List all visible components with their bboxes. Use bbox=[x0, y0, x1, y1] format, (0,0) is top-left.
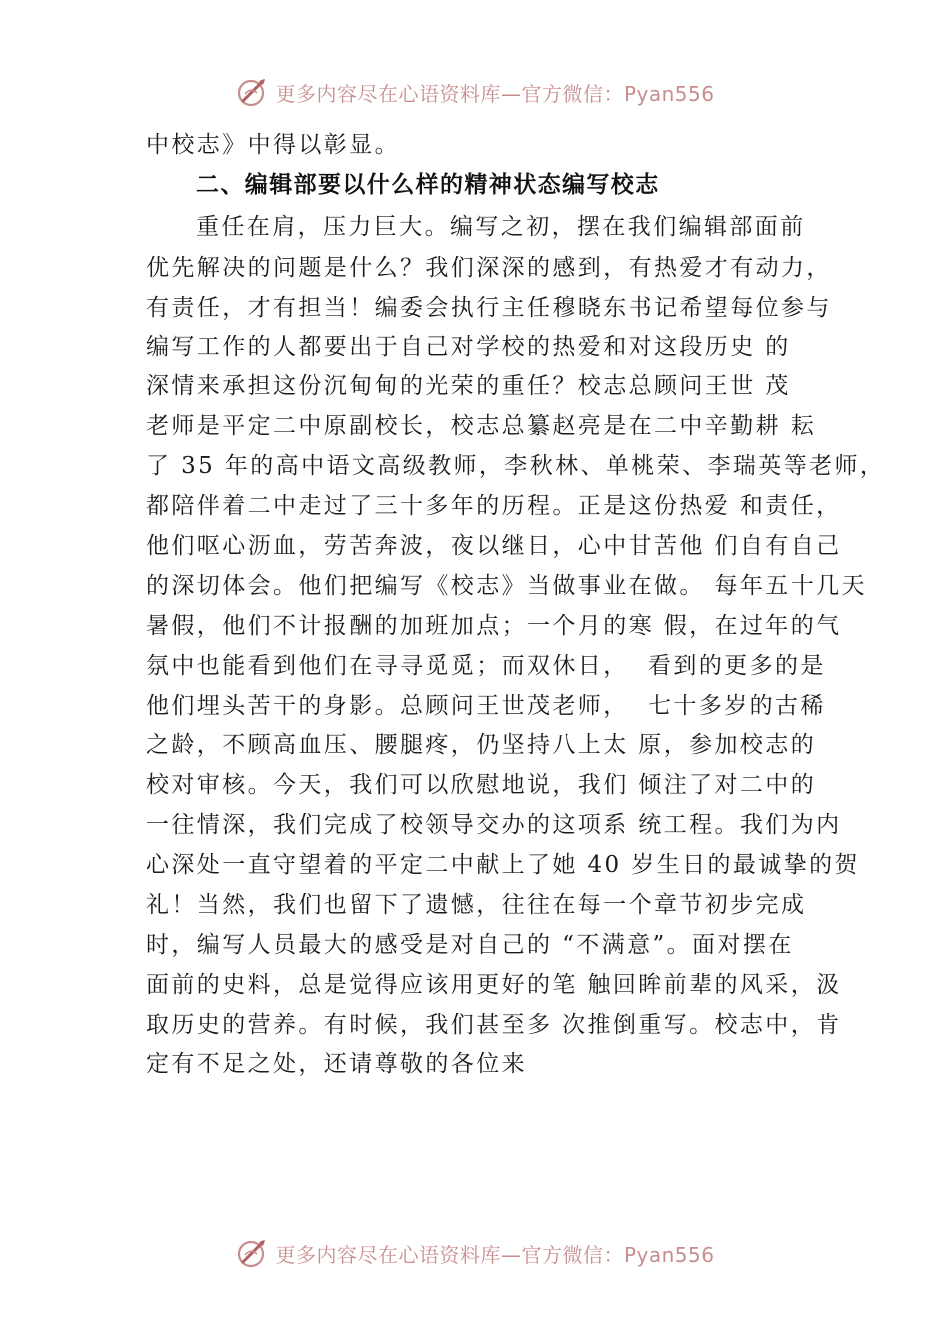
paragraph-line: 有责任，才有担当！编委会执行主任穆晓东书记希望每位参与 bbox=[146, 295, 832, 321]
paragraph-line: 一往情深，我们完成了校领导交办的这项系 统工程。我们为内 bbox=[146, 812, 842, 838]
paragraph-line: 时，编写人员最大的感受是对自己的 “不满意”。面对摆在 bbox=[146, 932, 794, 958]
paragraph-line: 深情来承担这份沉甸甸的光荣的重任？校志总顾问王世 茂 bbox=[146, 373, 791, 399]
paragraph-line: 心深处一直守望着的平定二中献上了她 40 岁生日的最诚挚的贺 bbox=[146, 852, 860, 878]
paragraph-line: 优先解决的问题是什么？我们深深的感到，有热爱才有动力， bbox=[146, 255, 832, 281]
paragraph-line: 他们埋头苦干的身影。总顾问王世茂老师， 七十多岁的古稀 bbox=[146, 693, 826, 719]
paragraph-line: 之龄，不顾高血压、腰腿疼，仍坚持八上太 原，参加校志的 bbox=[146, 732, 817, 758]
paragraph-line: 校对审核。今天，我们可以欣慰地说，我们 倾注了对二中的 bbox=[146, 772, 817, 798]
paragraph-line: 礼！当然，我们也留下了遗憾，往往在每一个章节初步完成 bbox=[146, 892, 807, 918]
paragraph-line: 氛中也能看到他们在寻寻觅觅；而双休日， 看到的更多的是 bbox=[146, 653, 826, 679]
paragraph-line: 面前的史料，总是觉得应该用更好的笔 触回眸前辈的风采，汲 bbox=[146, 972, 842, 998]
watermark-text: 更多内容尽在心语资料库—官方微信：Pyan556 bbox=[275, 1242, 715, 1267]
paragraph-line: 都陪伴着二中走过了三十多年的历程。正是这份热爱 和责任， bbox=[146, 493, 842, 519]
paragraph-line: 他们呕心沥血，劳苦奔波，夜以继日，心中甘苦他 们自有自己 bbox=[146, 533, 842, 559]
watermark-header bbox=[0, 72, 950, 112]
watermark-footer bbox=[0, 1233, 950, 1273]
paragraph-line: 中校志》中得以彰显。 bbox=[146, 132, 400, 158]
paragraph-line: 编写工作的人都要出于自己对学校的热爱和对这段历史 的 bbox=[146, 334, 791, 360]
paragraph-line: 暑假，他们不计报酬的加班加点；一个月的寒 假，在过年的气 bbox=[146, 613, 842, 639]
section-heading: 二、编辑部要以什么样的精神状态编写校志 bbox=[196, 172, 660, 198]
paragraph-line: 了 35 年的高中语文高级教师，李秋林、单桃荣、李瑞英等老师， bbox=[146, 453, 886, 479]
paragraph-line: 老师是平定二中原副校长，校志总纂赵亮是在二中辛勤耕 耘 bbox=[146, 413, 817, 439]
paragraph-line: 重任在肩，压力巨大。编写之初，摆在我们编辑部面前 bbox=[196, 214, 806, 240]
paragraph-line: 的深切体会。他们把编写《校志》当做事业在做。 每年五十几天 bbox=[146, 573, 867, 599]
watermark-text: 更多内容尽在心语资料库—官方微信：Pyan556 bbox=[275, 81, 715, 106]
paragraph-line: 取历史的营养。有时候，我们甚至多 次推倒重写。校志中，肯 bbox=[146, 1012, 842, 1038]
paragraph-line: 定有不足之处，还请尊敬的各位来 bbox=[146, 1051, 527, 1077]
pen-logo-icon bbox=[235, 75, 269, 109]
pen-logo-icon bbox=[235, 1236, 269, 1270]
